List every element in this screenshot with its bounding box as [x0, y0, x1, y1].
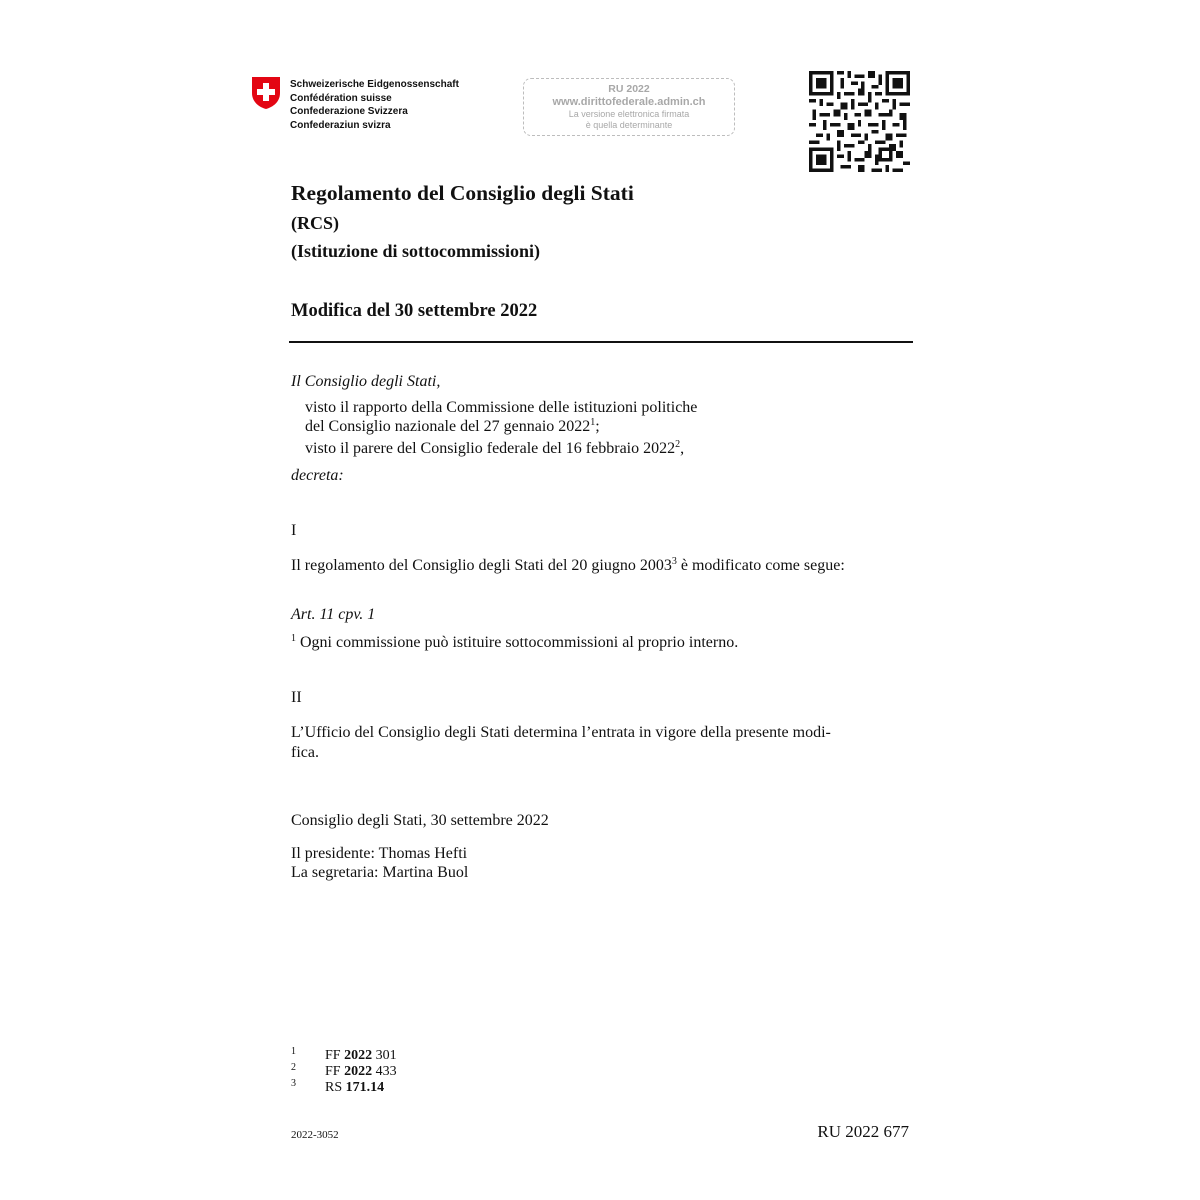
swiss-flag-icon [251, 76, 281, 110]
modification-date: Modifica del 30 settembre 2022 [291, 301, 538, 321]
footnote-1-prefix: FF [325, 1048, 345, 1063]
footnote-3-number: 3 [291, 1078, 296, 1089]
section-1-numeral: I [291, 522, 297, 539]
admin-name-it: Confederazione Svizzera [290, 106, 408, 117]
footnote-3 [291, 1078, 591, 1094]
document-subtitle: (Istituzione di sottocommissioni) [291, 241, 540, 261]
footnote-3-text [325, 1080, 384, 1096]
footnote-ref-2[interactable]: 2 [675, 439, 681, 450]
decree-word: decreta: [291, 467, 344, 484]
footnote-1 [291, 1046, 591, 1062]
footnote-2-year: 2022 [344, 1064, 373, 1079]
preamble-line-2 [305, 417, 600, 436]
paragraph-number: 1 [291, 633, 296, 644]
preamble-line-2-text: del Consiglio nazionale del 27 gennaio 2022 [305, 418, 591, 435]
preamble-line-3 [305, 439, 684, 458]
footnote-2-page: 433 [372, 1064, 397, 1079]
footnote-2-number: 2 [291, 1062, 296, 1073]
footnote-ref-1[interactable]: 1 [590, 417, 596, 428]
admin-name-rm: Confederaziun svizra [290, 119, 391, 131]
closing-secretary: La segretaria: Martina Buol [291, 864, 469, 881]
footnote-3-number-code: 171.14 [345, 1080, 385, 1095]
ru-reference: RU 2022 677 [817, 1122, 909, 1141]
closing-place-date: Consiglio degli Stati, 30 settembre 2022 [291, 812, 549, 829]
section-1-intro [291, 556, 845, 575]
administration-names [290, 78, 459, 132]
preamble-line-3-text: visto il parere del Consiglio federale del 16 febbraio 2022 [305, 440, 676, 457]
preamble-line-2-end: ; [595, 418, 600, 435]
paragraph-text: Ogni commissione può istituire sottocommissioni al proprio interno. [296, 634, 739, 651]
closing-president: Il presidente: Thomas Hefti [291, 845, 468, 862]
stamp-url[interactable]: www.dirittofederale.admin.ch [552, 96, 706, 108]
footnote-3-prefix: RS [325, 1080, 346, 1095]
footnote-1-year: 2022 [344, 1048, 373, 1063]
footnote-1-number: 1 [291, 1046, 296, 1057]
preamble-body: Il Consiglio degli Stati, [291, 373, 441, 390]
official-publication-stamp [523, 78, 735, 136]
preamble-line-1 [305, 398, 697, 417]
footnotes [291, 1046, 591, 1100]
stamp-ru: RU 2022 [608, 83, 650, 95]
title-divider [289, 341, 913, 343]
footnote-2-prefix: FF [325, 1064, 345, 1079]
document-code: 2022-3052 [291, 1129, 339, 1141]
section-2-line-1: L’Ufficio del Consiglio degli Stati determina l’entrata in vigore della presente modi- [291, 724, 831, 741]
document-abbreviation: (RCS) [291, 213, 339, 233]
stamp-note-1: La versione elettronica firmata [568, 109, 690, 119]
admin-name-de: Schweizerische Eidgenossenschaft [290, 79, 459, 90]
section-1-intro-end: è modificato come segue: [676, 557, 845, 574]
article-paragraph [291, 633, 738, 652]
footnote-ref-3[interactable]: 3 [671, 556, 677, 567]
preamble-line-1-text: visto il rapporto della Commissione delle istituzioni politiche [305, 399, 698, 416]
admin-name-fr: Confédération suisse [290, 92, 392, 104]
footnote-2 [291, 1062, 591, 1078]
footnote-1-page: 301 [372, 1048, 397, 1063]
article-heading: Art. 11 cpv. 1 [291, 606, 376, 623]
preamble-line-3-end: , [680, 440, 685, 457]
section-2-numeral: II [291, 689, 302, 706]
document-title: Regolamento del Consiglio degli Stati [291, 181, 634, 205]
qr-code-icon[interactable] [809, 71, 910, 172]
section-1-intro-text: Il regolamento del Consiglio degli Stati del 20 giugno 2003 [291, 557, 672, 574]
section-2-line-2: fica. [291, 744, 319, 761]
stamp-note-2: è quella determinante [585, 120, 673, 130]
